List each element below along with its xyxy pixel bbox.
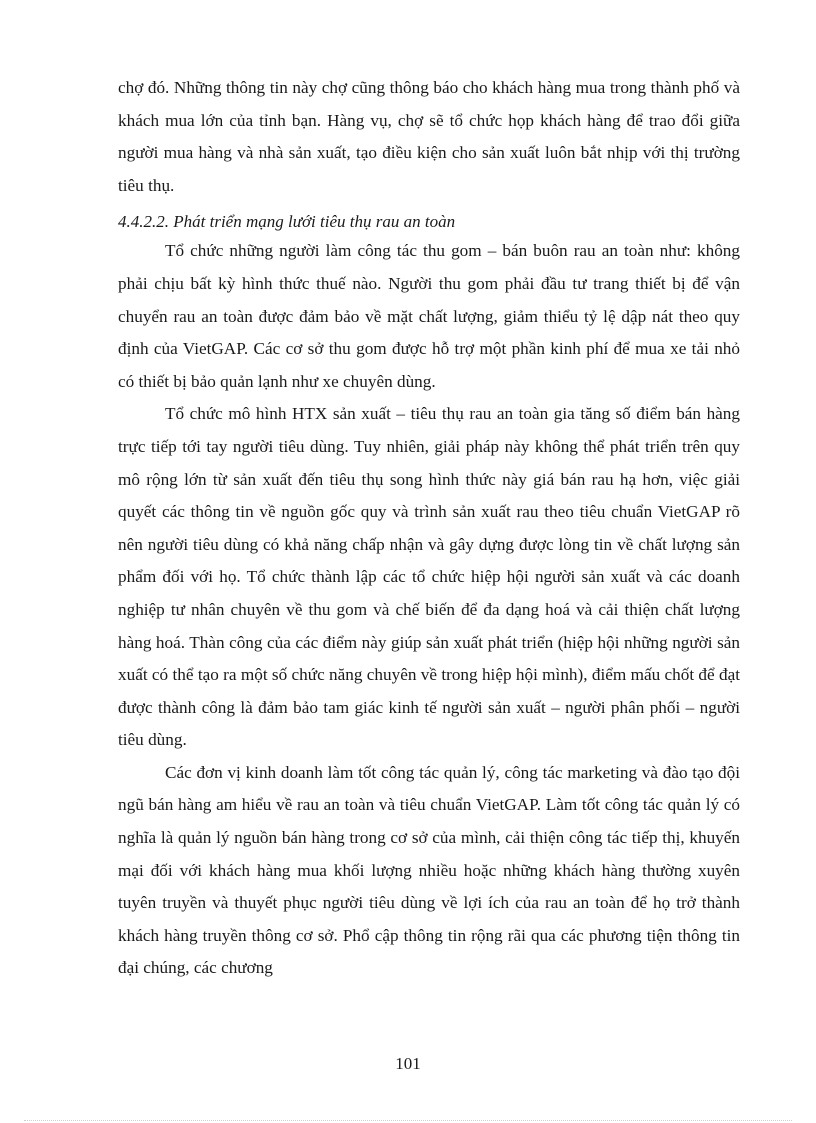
paragraph-collectors: Tổ chức những người làm công tác thu gom – bán buôn rau an toàn như: không phải chịu bất kỳ hình thức thuế nào. Người thu gom phải đầu tư trang thiết bị để vận chuyển rau an toàn được đảm bảo về mặt chất lượng, giảm thiểu tỷ lệ dập nát theo quy định của VietGAP. Các cơ sở thu gom được hỗ trợ một phần kinh phí để mua xe tải nhỏ có thiết bị bảo quản lạnh như xe chuyên dùng.: [118, 241, 740, 391]
paragraph-market-info: chợ đó. Những thông tin này chợ cũng thông báo cho khách hàng mua trong thành phố và khách mua lớn của tỉnh bạn. Hàng vụ, chợ sẽ tổ chức họp khách hàng để trao đổi giữa người mua hàng và nhà sản xuất, tạo điều kiện cho sản xuất luôn bắt nhịp với thị trường tiêu thụ.: [118, 78, 740, 195]
paragraph-cooperative-model: Tổ chức mô hình HTX sản xuất – tiêu thụ rau an toàn gia tăng số điểm bán hàng trực tiếp tới tay người tiêu dùng. Tuy nhiên, giải pháp này không thể phát triển trên quy mô rộng lớn từ sản xuất đến tiêu thụ song hình thức này giá bán rau hạ hơn, việc giải quyết các thông tin về nguồn gốc quy và trình sản xuất rau theo tiêu chuẩn VietGAP rõ nên người tiêu dùng có khả năng chấp nhận và gây dựng được lòng tin về chất lượng sản phẩm đối với họ. Tổ chức thành lập các tổ chức hiệp hội người sản xuất và các doanh nghiệp tư nhân chuyên về thu gom và chế biến để đa dạng hoá và cải thiện chất lượng hàng hoá. Thàn công của các điểm này giúp sản xuất phát triển (hiệp hội những người sản xuất có thể tạo ra một số chức năng chuyên về trong hiệp hội mình), điểm mấu chốt để đạt được thành công là đảm bảo tam giác kinh tế người sản xuất – người phân phối – người tiêu dùng.: [118, 404, 740, 750]
page-number: 101: [395, 1054, 421, 1073]
document-page: [118, 72, 740, 985]
section-heading: 4.4.2.2. Phát triển mạng lưới tiêu thụ rau an toàn: [118, 212, 456, 232]
page-bottom-divider: [24, 1120, 792, 1121]
paragraph-business-units: Các đơn vị kinh doanh làm tốt công tác quản lý, công tác marketing và đào tạo đội ngũ bán hàng am hiểu về rau an toàn và tiêu chuẩn VietGAP. Làm tốt công tác quản lý có nghĩa là quản lý nguồn bán hàng trong cơ sở của mình, cải thiện công tác tiếp thị, khuyến mại đối với khách hàng mua khối lượng nhiều hoặc những khách hàng thường xuyên tuyên truyền và thuyết phục người tiêu dùng về lợi ích của rau an toàn để họ trở thành khách hàng truyền thông cơ sở. Phổ cập thông tin rộng rãi qua các phương tiện thông tin đại chúng, các chương: [118, 762, 740, 978]
